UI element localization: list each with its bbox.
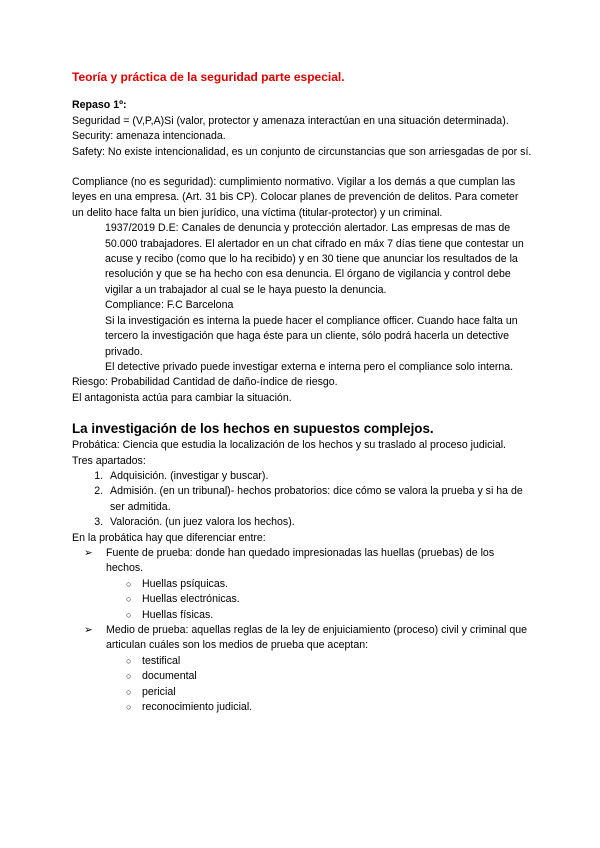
list-item: 3. Valoración. (un juez valora los hechos). [106, 515, 532, 530]
circle-bullet-icon: ○ [126, 671, 132, 682]
paragraph-safety: Safety: No existe intencionalidad, es un conjunto de circunstancias que son arriesgadas de por sí. [72, 145, 532, 158]
paragraph-antagonista: El antagonista actúa para cambiar la situación. [72, 391, 292, 404]
list-item: ○ Huellas físicas. [106, 608, 532, 623]
paragraph-seguridad: Seguridad = (V,P,A)Si (valor, protector y amenaza interactúan en una situación determinada). [72, 114, 509, 127]
list-item: ○ testifical [106, 654, 532, 669]
medio-text: Medio de prueba: aquellas reglas de la ley de enjuiciamiento (proceso) civil y criminal que articulan cuáles son los medios de prueba que aceptan: [106, 624, 528, 652]
huellas-list [106, 577, 532, 623]
list-item: ○ pericial [106, 685, 532, 700]
document-title: Teoría y práctica de la seguridad parte especial. [72, 70, 345, 84]
fuente-text: Fuente de prueba: donde han quedado impresionadas las huellas (pruebas) de los hechos. [106, 546, 495, 575]
list-item: ○ documental [106, 669, 532, 684]
arrow-bullet-icon: ➢ [84, 624, 93, 636]
repaso-heading: Repaso 1º: [72, 99, 127, 112]
paragraph-compliance-fcb: Compliance: F.C Barcelona [105, 299, 234, 312]
paragraph-detective: El detective privado puede investigar externa e interna pero el compliance solo interna. [105, 360, 514, 373]
circle-bullet-icon: ○ [126, 609, 132, 620]
circle-bullet-icon: ○ [126, 578, 132, 589]
paragraph-security: Security: amenaza intencionada. [72, 130, 226, 143]
arrow-list [72, 546, 532, 715]
circle-bullet-icon: ○ [126, 655, 132, 666]
paragraph-investigacion-interna: Si la investigación es interna la puede hacer el compliance officer. Cuando hace falta un tercero la investigación que haga éste para un cliente, sólo podrá hacerla un detective privado. [105, 314, 518, 358]
list-item: 1. Adquisición. (investigar y buscar). [106, 469, 532, 484]
circle-bullet-icon: ○ [126, 594, 132, 605]
circle-bullet-icon: ○ [126, 686, 132, 697]
list-item-fuente [72, 546, 532, 623]
paragraph-compliance: Compliance (no es seguridad): cumplimiento normativo. Vigilar a los demás a que cumplan las leyes en una empresa. (Art. 31 bis CP). Colocar planes de prevención de delitos. Para cometer un delito hace falta un bien jurídico, una víctima (titular-protector) y un criminal. [72, 176, 519, 219]
document-page [72, 70, 532, 715]
arrow-bullet-icon: ➢ [84, 546, 93, 559]
paragraph-directiva: 1937/2019 D.E: Canales de denuncia y protección alertador. Las empresas de mas de 50.000 trabajadores. El alertador en un chat cifrado en máx 7 días tiene que contestar un acuse y recibo (como que lo ha recibido) y en 30 tiene que anunciar los resultados de la resolución y que se ha hecho con esa denuncia. El órgano de vigilancia y control debe vigilar a un trabajador al cual se le haya puesto la denuncia. [105, 222, 524, 296]
paragraph-tres-apartados: Tres apartados: [72, 454, 146, 467]
paragraph-diferenciar: En la probática hay que diferenciar entre: [72, 531, 266, 544]
list-item-medio [72, 623, 532, 715]
circle-bullet-icon: ○ [126, 702, 132, 713]
apartados-list [72, 469, 532, 531]
paragraph-riesgo: Riesgo: Probabilidad Cantidad de daño-índice de riesgo. [72, 376, 338, 389]
section-heading: La investigación de los hechos en supuestos complejos. [72, 421, 434, 437]
medios-list [106, 654, 532, 716]
list-item: ○ reconocimiento judicial. [106, 700, 532, 715]
list-item: ○ Huellas psíquicas. [106, 577, 532, 592]
indented-block [105, 221, 532, 375]
paragraph-probatica: Probática: Ciencia que estudia la localización de los hechos y su traslado al proceso judicial. [72, 439, 507, 452]
list-item: ○ Huellas electrónicas. [106, 592, 532, 607]
list-item: 2. Admisión. (en un tribunal)- hechos probatorios: dice cómo se valora la prueba y si ha de ser admitida. [106, 484, 532, 515]
